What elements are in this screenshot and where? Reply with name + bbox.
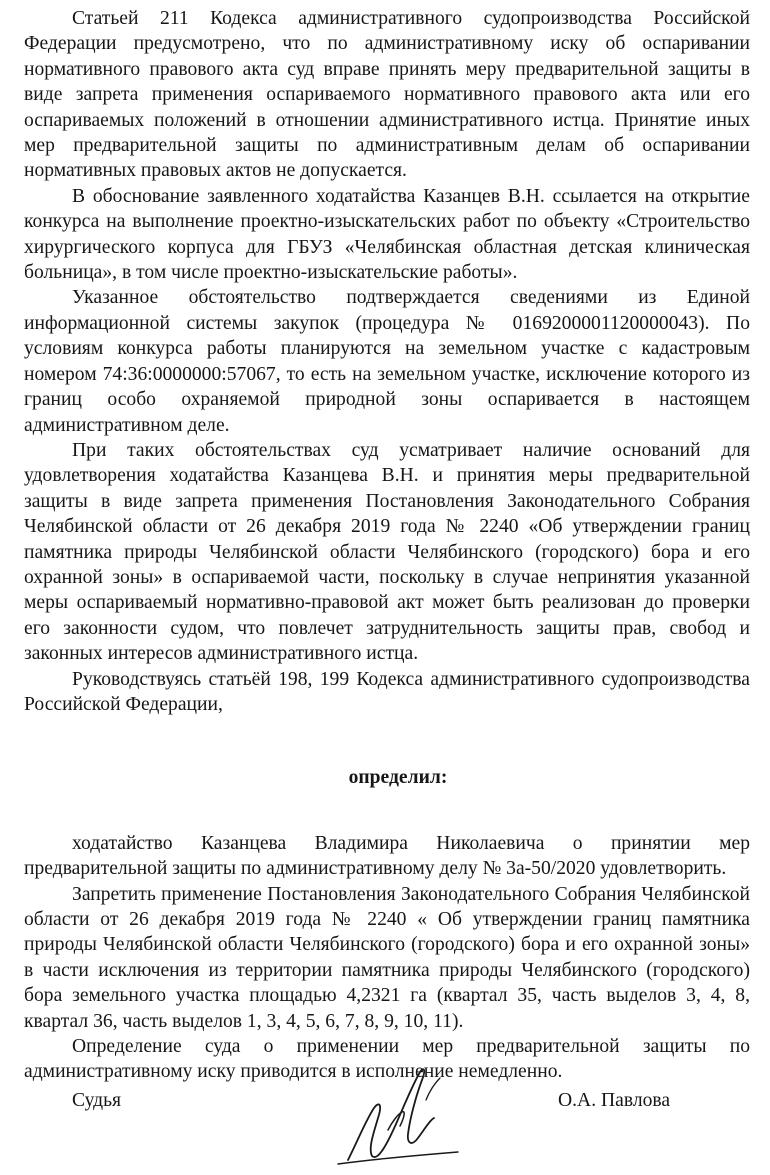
- judge-name: О.А. Павлова: [558, 1090, 671, 1111]
- resolution-prohibit-application: Запретить применение Постановления Законодательного Собрания Челябинской области от 26 декабря 2019 года № 2240 « Об утверждении границ памятника природы Челябинской области Челябинского (городского) бора и его охранной зоны» в части исключения из территории памятника природы Челябинского (городского) бора земельного участка площадью 4,2321 га (квартал 35, часть выделов 3, 4, 8, квартал 36, часть выделов 1, 3, 4, 5, 6, 7, 8, 9, 10, 11).: [24, 883, 750, 1032]
- judge-label: Судья: [72, 1090, 122, 1111]
- resolution-grant-motion: ходатайство Казанцева Владимира Николаевича о принятии мер предварительной защиты по административному делу № 3а-50/2020 удовлетворить.: [24, 832, 750, 880]
- paragraph-court-reasoning: При таких обстоятельствах суд усматривает наличие оснований для удовлетворения ходатайства Казанцева В.Н. и принятия меры предварительной защиты в виде запрета применения Постановления Законодательного Собрания Челябинской области от 26 декабря 2019 года № 2240 «Об утверждении границ памятника природы Челябинской области Челябинского (городского) бора и его охранной зоны» в оспариваемой части, поскольку в случае непринятия указанной меры оспариваемый нормативно-правовой акт может быть реализован до проверки его законности судом, что повлечет затруднительность защиты прав, свобод и законных интересов административного истца.: [24, 439, 750, 665]
- paragraph-evidence: Указанное обстоятельство подтверждается сведениями из Единой информационной системы закупок (процедура № 0169200001120000043). По условиям конкурса работы планируются на земельном участке с кадастровым номером 74:36:0000000:57067, то есть на земельном участке, исключение которого из границ особо охраняемой природной зоны оспаривается в настоящем административном деле.: [24, 287, 750, 436]
- resolution-immediate-execution: Определение суда о применении мер предварительной защиты по административному иску приводится в исполнение немедленно.: [24, 1036, 750, 1083]
- ruling-heading: определил:: [348, 767, 448, 789]
- signature-block: [0, 1090, 770, 1170]
- paragraph-article-211: Статьей 211 Кодекса административного судопроизводства Российской Федерации предусмотрено, что по административному иску об оспаривании нормативного правового акта суд вправе принять меру предварительной защиты в виде запрета применения оспариваемого нормативного правового акта или его оспариваемых положений в отношении административного истца. Принятие иных мер предварительной защиты по административным делам об оспаривании нормативных правовых актов не допускается.: [24, 8, 750, 182]
- paragraph-guided-by: Руководствуясь статьёй 198, 199 Кодекса административного судопроизводства Российской Федерации,: [24, 668, 750, 715]
- document-page: [24, 6, 750, 1085]
- handwritten-signature-icon: [328, 1060, 468, 1170]
- paragraph-justification: В обоснование заявленного ходатайства Казанцев В.Н. ссылается на открытие конкурса на выполнение проектно-изыскательских работ по объекту «Строительство хирургического корпуса для ГБУЗ «Челябинская областная детская клиническая больница», в том числе проектно-изыскательские работы».: [24, 185, 750, 284]
